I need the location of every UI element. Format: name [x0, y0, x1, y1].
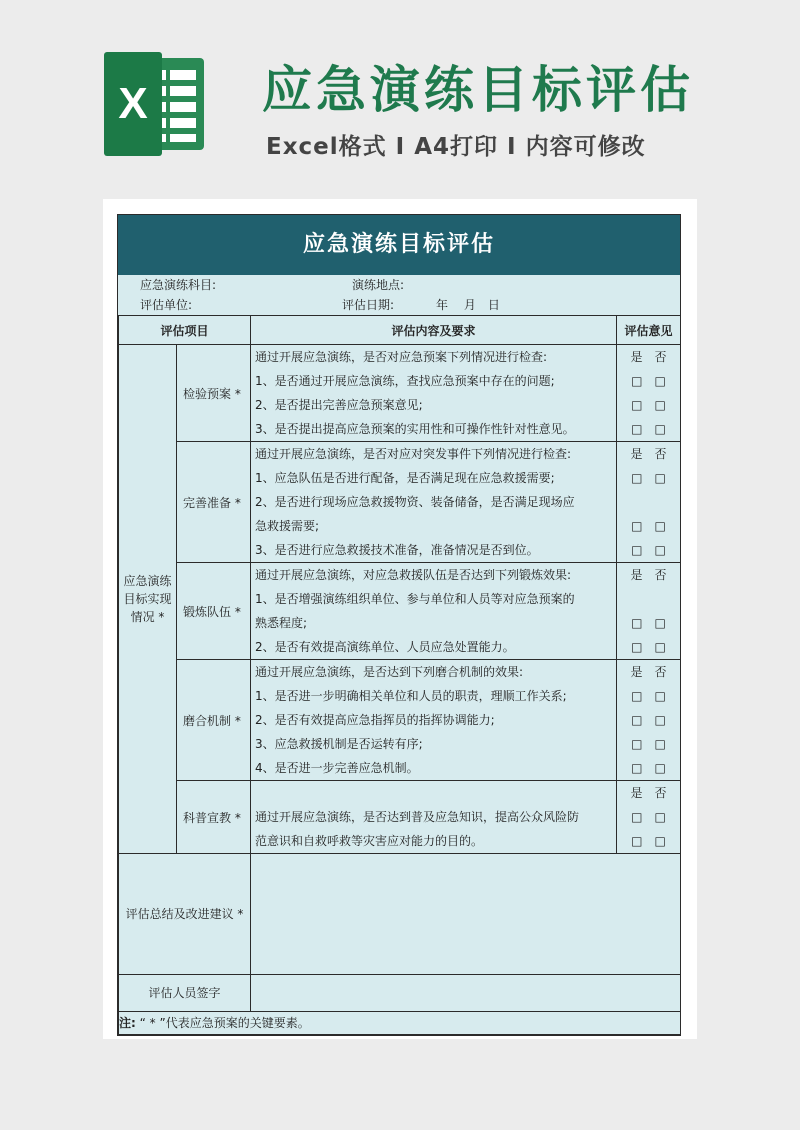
- section-opinion: [617, 563, 681, 660]
- page-header: [0, 0, 800, 190]
- date-value: 年 月 日: [436, 298, 500, 312]
- evaluation-form: [117, 214, 681, 1036]
- checkbox-pair[interactable]: [617, 490, 680, 514]
- content-line: 通过开展应急演练，是否达到普及应急知识，提高公众风险防: [255, 810, 580, 824]
- col-header-content: 评估内容及要求: [251, 316, 617, 345]
- section-opinion: [617, 660, 681, 781]
- excel-logo-icon: [100, 52, 208, 156]
- col-header-item: 评估项目: [119, 316, 251, 345]
- subject-label: 应急演练科目:: [140, 278, 217, 292]
- section-name: 完善准备 *: [177, 442, 251, 563]
- svg-text:X: X: [118, 79, 148, 128]
- section-content: [251, 781, 617, 854]
- signature-input-cell[interactable]: [251, 975, 681, 1012]
- checkbox-pair[interactable]: □ □: [631, 519, 666, 533]
- note-cell: [119, 1012, 681, 1035]
- checkbox-pair[interactable]: □ □: [631, 471, 666, 485]
- content-line: 1、应急队伍是否进行配备，是否满足现在应急救援需要;: [255, 471, 555, 485]
- section-content: [251, 345, 617, 442]
- unit-label: 评估单位:: [140, 298, 193, 312]
- content-line: 急救援需要;: [255, 519, 320, 533]
- section-opinion: [617, 781, 681, 854]
- signature-label: 评估人员签字: [119, 975, 251, 1012]
- signature-row: [119, 975, 681, 1012]
- content-line: 2、是否有效提高应急指挥员的指挥协调能力;: [255, 713, 495, 727]
- checkbox-pair[interactable]: □ □: [631, 616, 666, 630]
- content-line: 3、是否进行应急救援技术准备，准备情况是否到位。: [255, 543, 539, 557]
- location-label: 演练地点:: [352, 278, 405, 292]
- section-opinion: [617, 442, 681, 563]
- checkbox-pair[interactable]: [617, 587, 680, 611]
- note-text: “ * ”代表应急预案的关键要素。: [139, 1016, 310, 1030]
- section-name: 磨合机制 *: [177, 660, 251, 781]
- table-row: [119, 442, 681, 563]
- yes-no-label: 是 否: [630, 786, 667, 800]
- section-content: [251, 442, 617, 563]
- content-line: 1、是否进一步明确相关单位和人员的职责，理顺工作关系;: [255, 689, 567, 703]
- content-line: 通过开展应急演练，是否对应对突发事件下列情况进行检查:: [255, 447, 572, 461]
- yes-no-label: 是 否: [630, 568, 667, 582]
- checkbox-pair[interactable]: □ □: [631, 737, 666, 751]
- checkbox-pair[interactable]: □ □: [631, 422, 666, 436]
- content-line: 熟悉程度;: [255, 616, 308, 630]
- note-row: [119, 1012, 681, 1035]
- section-content: [251, 660, 617, 781]
- summary-row: [119, 854, 681, 975]
- page-subtitle: Excel格式 Ⅰ A4打印 Ⅰ 内容可修改: [266, 134, 646, 160]
- checkbox-pair[interactable]: □ □: [631, 374, 666, 388]
- summary-input-cell[interactable]: [251, 854, 681, 975]
- content-line: 3、是否提出提高应急预案的实用性和可操作性针对性意见。: [255, 422, 575, 436]
- checkbox-pair[interactable]: □ □: [631, 713, 666, 727]
- content-line: 范意识和自救呼救等灾害应对能力的目的。: [255, 834, 484, 848]
- yes-no-label: 是 否: [630, 665, 667, 679]
- section-content: [251, 563, 617, 660]
- page-title: 应急演练目标评估: [262, 61, 694, 119]
- info-row-1: [118, 275, 680, 295]
- yes-no-label: 是 否: [630, 447, 667, 461]
- content-line: 通过开展应急演练，是否达到下列磨合机制的效果:: [255, 665, 524, 679]
- section-name: 科普宣教 *: [177, 781, 251, 854]
- content-line: 1、是否通过开展应急演练，查找应急预案中存在的问题;: [255, 374, 555, 388]
- section-name: 锻炼队伍 *: [177, 563, 251, 660]
- summary-label: 评估总结及改进建议 *: [119, 854, 251, 975]
- table-row: [119, 660, 681, 781]
- content-line: 3、应急救援机制是否运转有序;: [255, 737, 423, 751]
- section-opinion: [617, 345, 681, 442]
- checkbox-pair[interactable]: □ □: [631, 689, 666, 703]
- checkbox-pair[interactable]: □ □: [631, 543, 666, 557]
- yes-no-label: 是 否: [630, 350, 667, 364]
- note-prefix: 注:: [119, 1016, 136, 1030]
- info-row-2: [118, 295, 680, 315]
- table-header-row: [119, 316, 681, 345]
- content-line: 4、是否进一步完善应急机制。: [255, 761, 419, 775]
- table-row: [119, 345, 681, 442]
- checkbox-pair[interactable]: □ □: [631, 398, 666, 412]
- category-cell: 应急演练目标实现情况 *: [119, 345, 177, 854]
- content-line: 2、是否有效提高演练单位、人员应急处置能力。: [255, 640, 515, 654]
- checkbox-pair[interactable]: □ □: [631, 834, 666, 848]
- content-line: [251, 781, 616, 805]
- checkbox-pair[interactable]: □ □: [631, 761, 666, 775]
- content-line: 2、是否提出完善应急预案意见;: [255, 398, 423, 412]
- checkbox-pair[interactable]: □ □: [631, 640, 666, 654]
- table-row: [119, 781, 681, 854]
- table-row: [119, 563, 681, 660]
- date-label: 评估日期:: [342, 298, 395, 312]
- form-title: 应急演练目标评估: [118, 215, 680, 275]
- content-line: 2、是否进行现场应急救援物资、装备储备，是否满足现场应: [255, 495, 575, 509]
- col-header-opinion: 评估意见: [617, 316, 681, 345]
- content-line: 通过开展应急演练，是否对应急预案下列情况进行检查:: [255, 350, 548, 364]
- checkbox-pair[interactable]: □ □: [631, 810, 666, 824]
- content-line: 通过开展应急演练，对应急救援队伍是否达到下列锻炼效果:: [255, 568, 572, 582]
- section-name: 检验预案 *: [177, 345, 251, 442]
- evaluation-table: [118, 315, 681, 1035]
- content-line: 1、是否增强演练组织单位、参与单位和人员等对应急预案的: [255, 592, 575, 606]
